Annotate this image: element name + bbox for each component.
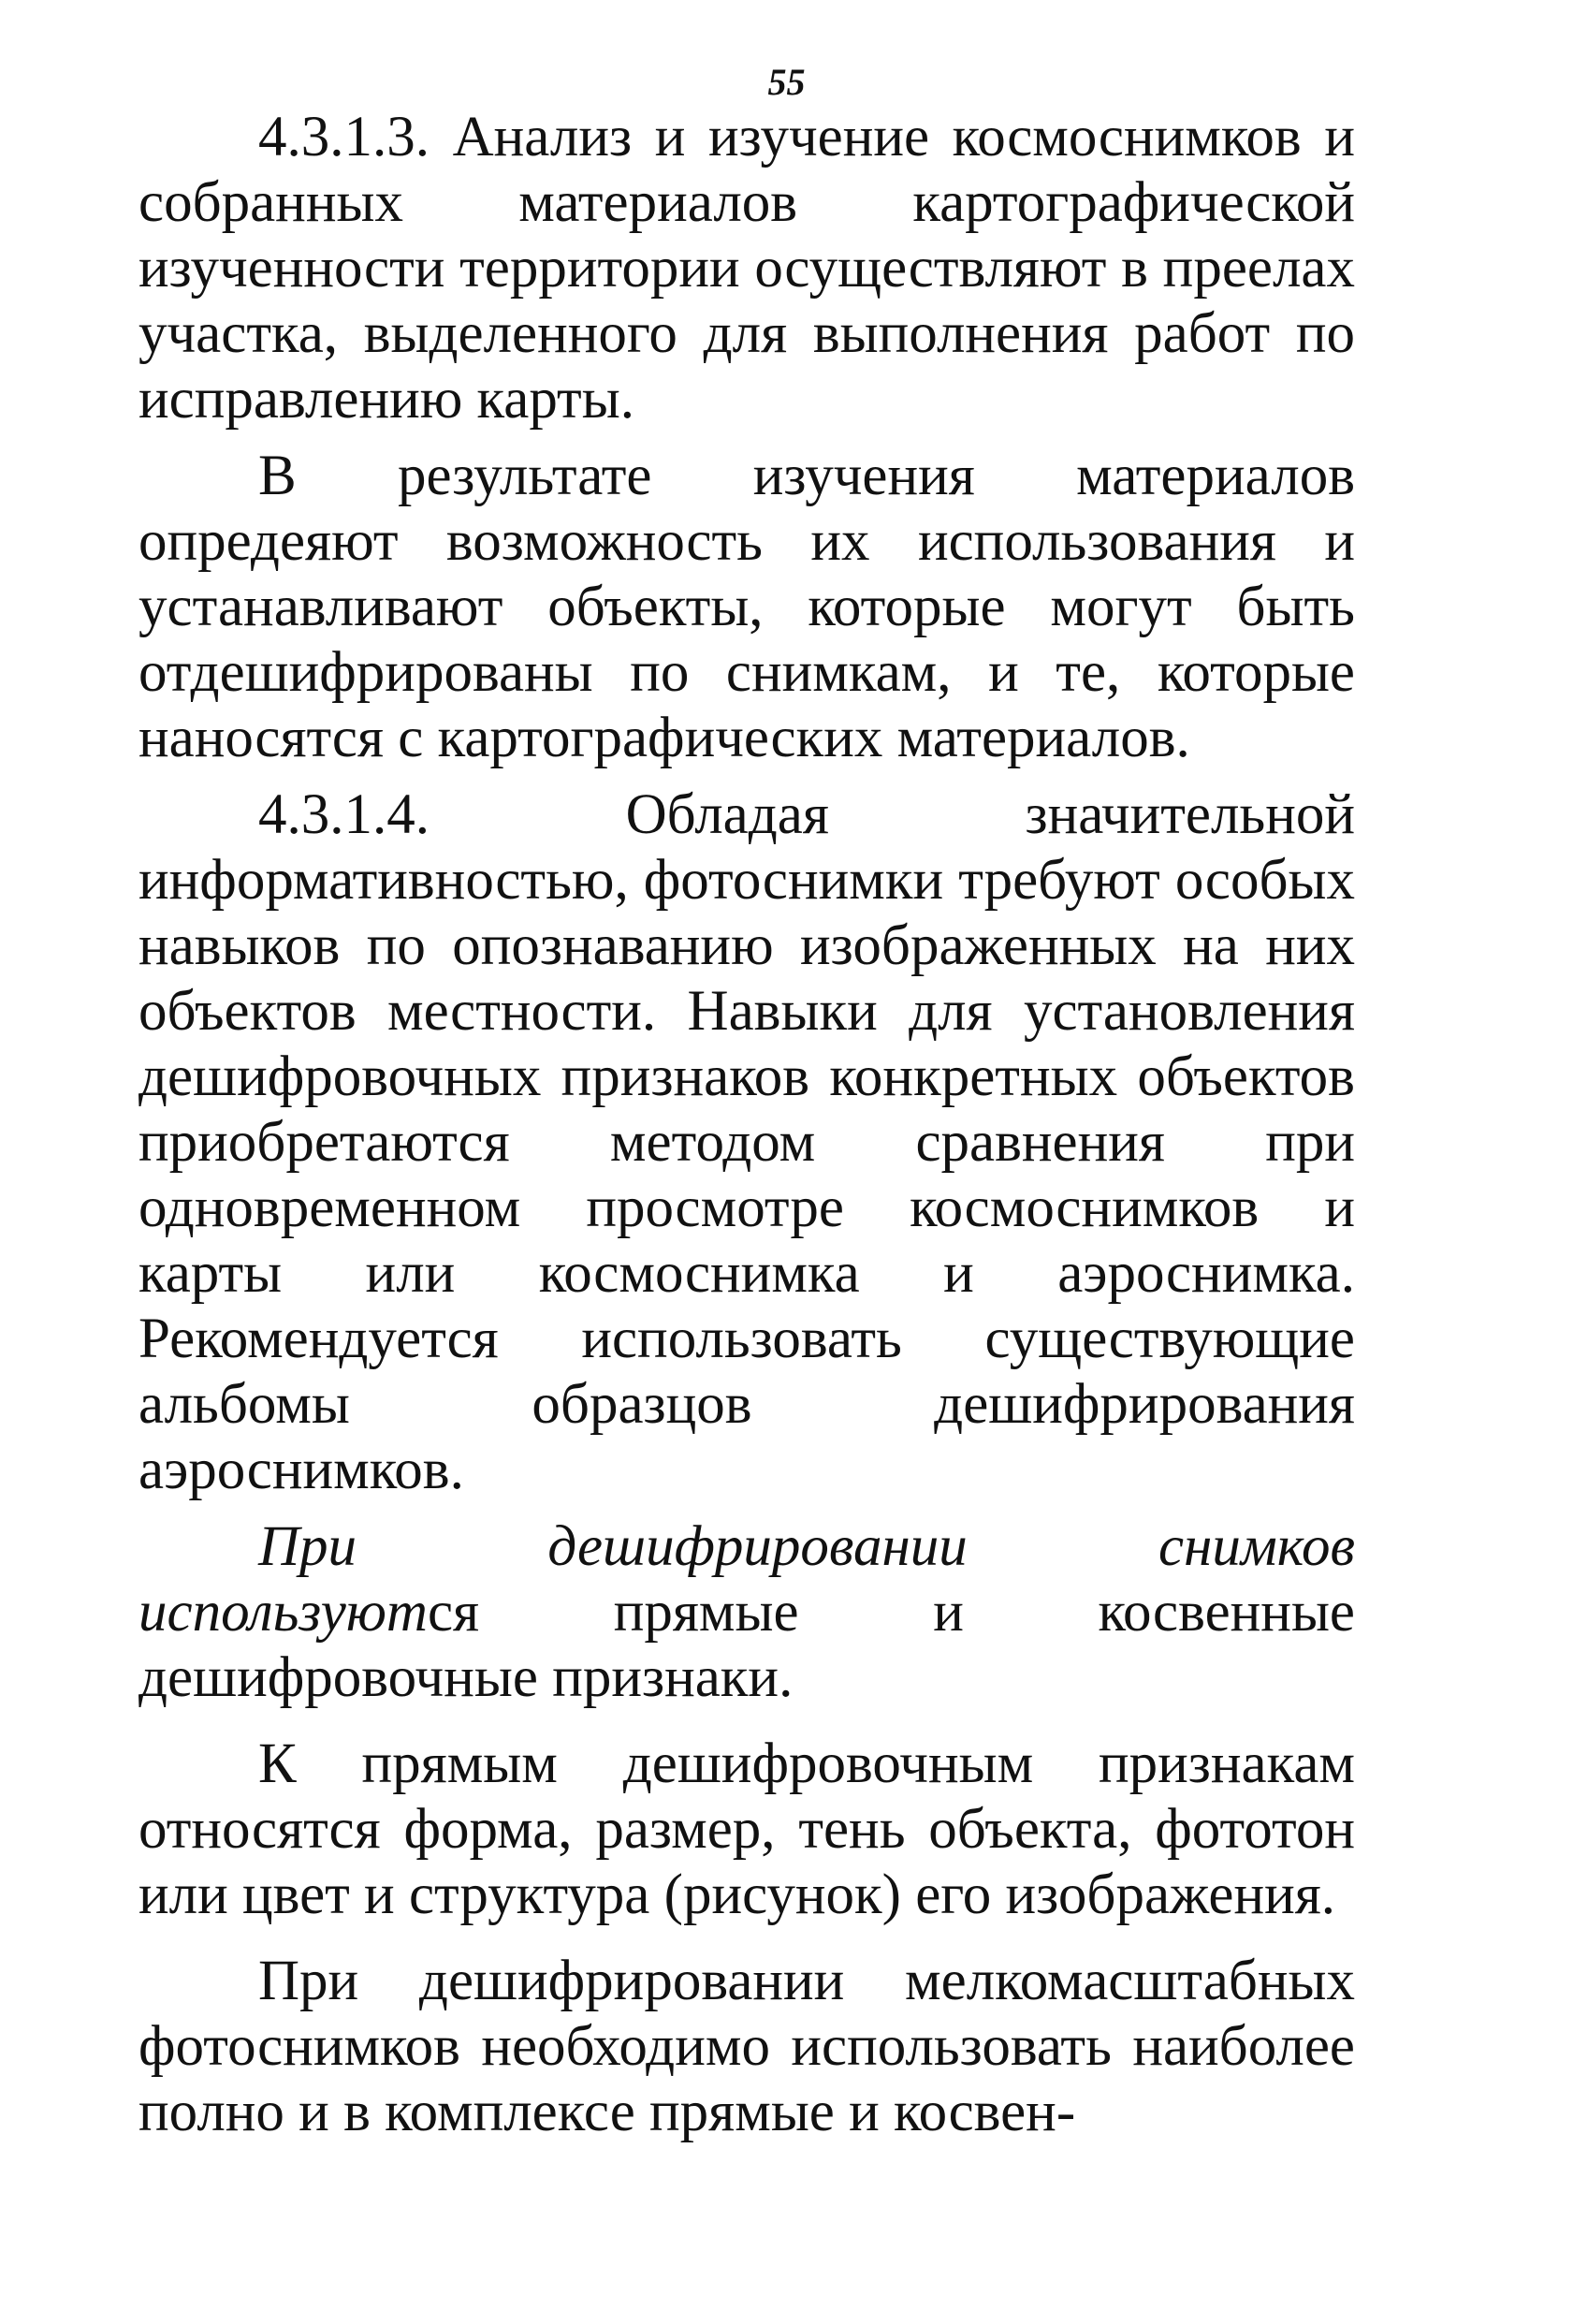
paragraph-4-3-1-4: 4.3.1.4. Обладая значительной информативностью, фотоснимки требуют особых навыков по опознаванию изображенных на них объектов местности. Навыки для установления дешифровочных признаков конкретных объектов приобретаются методом сравнения при одновременном просмотре космоснимков и карты или космоснимка и аэроснимка. Рекомендуется использовать существующие альбомы образцов дешифрирования аэроснимков. — [138, 783, 1355, 1501]
paragraph-interpretation-features — [138, 1514, 1355, 1711]
italic-lead-text: При дешифрировании снимков используют — [138, 1515, 1355, 1644]
paragraph-4-3-1-3: 4.3.1.3. Анализ и изучение космоснимков и собранных материалов картографической изученности территории осуществляют в преелах участка, выделенного для выполнения работ по исправлению карты. — [138, 106, 1355, 431]
paragraph-study-results: В результате изучения материалов опредеяют возможность их использования и устанавливают объекты, которые могут быть отдешифрированы по снимкам, и те, которые наносятся с картографических материалов. — [138, 445, 1355, 769]
paragraph-continuation-text: ся прямые и косвенные дешифровочные признаки. — [138, 1581, 1355, 1709]
page-number: 55 — [767, 61, 806, 103]
paragraph-small-scale-photos: При дешифрировании мелкомасштабных фотоснимков необходимо использовать наиболее полно и в комплексе прямые и косвен- — [138, 1950, 1355, 2143]
paragraph-direct-features: К прямым дешифровочным признакам относятся форма, размер, тень объекта, фототон или цвет и структура (рисунок) его изображения. — [138, 1732, 1355, 1926]
body-text — [138, 105, 1355, 2145]
